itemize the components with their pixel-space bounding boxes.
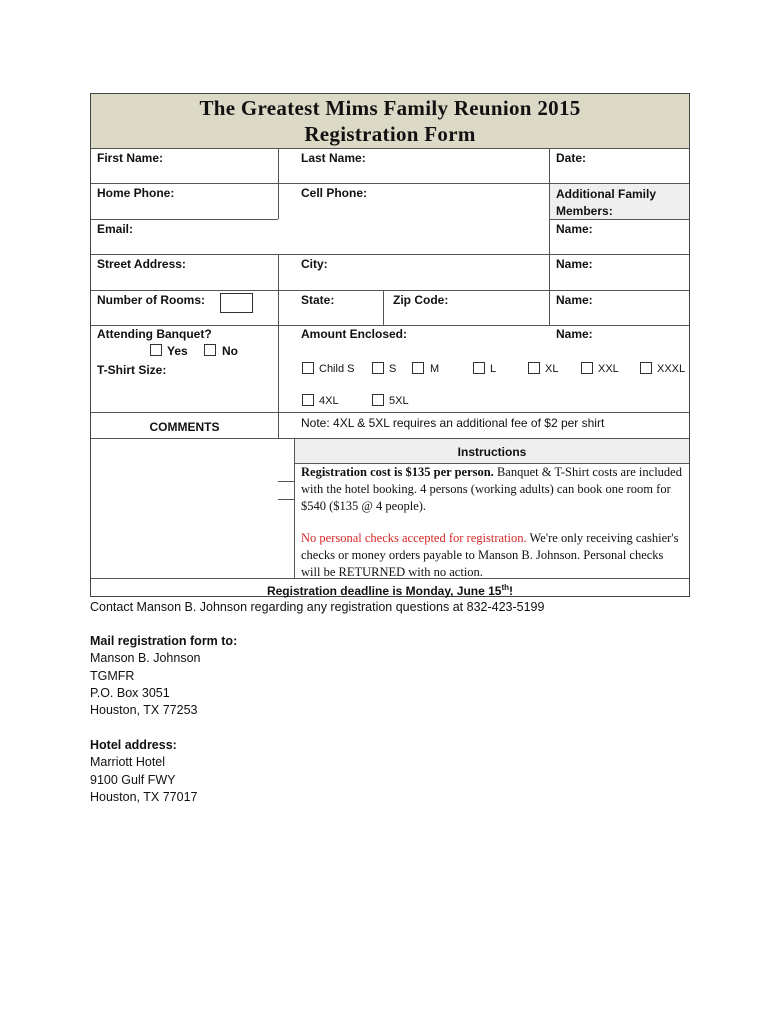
tshirt-5xl-label: 5XL <box>389 395 409 407</box>
additional-family-label: Additional Family Members: <box>556 187 657 218</box>
payment-policy-details: We're only receiving cashier's checks or money orders payable to Manson B. Johnson. Personal checks will be RETURNED with no action. <box>301 531 679 579</box>
first-name-label: First Name: <box>97 151 164 165</box>
tshirt-xl-label: XL <box>545 363 559 375</box>
registration-cost-details: Banquet & T-Shirt costs are included with the hotel booking. 4 persons (working adults) can book one room for $540 ($135 @ 4 people). <box>301 465 682 513</box>
tshirt-xxl-label: XXL <box>598 363 619 375</box>
tshirt-child-s-label: Child S <box>319 363 355 375</box>
number-of-rooms-label: Number of Rooms: <box>97 293 205 307</box>
divider <box>278 499 294 500</box>
divider <box>91 412 689 413</box>
tshirt-5xl-checkbox[interactable] <box>372 394 384 406</box>
last-name-label: Last Name: <box>301 151 366 165</box>
comments-label: COMMENTS <box>149 420 220 434</box>
banquet-no-label: No <box>222 344 238 358</box>
hotel-line-3: Houston, TX 77017 <box>90 789 198 804</box>
tshirt-4xl-label: 4XL <box>319 395 339 407</box>
divider <box>278 148 279 219</box>
deadline-superscript: th <box>501 583 510 592</box>
date-label: Date: <box>556 151 587 165</box>
banquet-yes-checkbox[interactable] <box>150 344 162 356</box>
email-label: Email: <box>97 222 134 236</box>
number-of-rooms-box[interactable] <box>220 293 253 313</box>
city-label: City: <box>301 257 328 271</box>
name-label-3: Name: <box>556 293 593 307</box>
divider <box>278 481 294 482</box>
mail-line-1: Manson B. Johnson <box>90 651 201 666</box>
contact-line: Contact Manson B. Johnson regarding any registration questions at 832-423-5199 <box>90 600 545 614</box>
hotel-section <box>90 737 197 806</box>
deadline-end: ! <box>509 584 514 598</box>
tshirt-4xl-checkbox[interactable] <box>302 394 314 406</box>
mail-line-3: P.O. Box 3051 <box>90 685 170 700</box>
divider <box>91 219 278 220</box>
tshirt-m-label: M <box>430 363 440 375</box>
divider <box>278 254 279 438</box>
no-personal-checks-warning: No personal checks accepted for registration. <box>301 531 527 545</box>
hotel-heading: Hotel address: <box>90 738 177 752</box>
hotel-line-2: 9100 Gulf FWY <box>90 772 176 787</box>
mail-section <box>90 633 237 719</box>
registration-cost-bold: Registration cost is $135 per person. <box>301 465 494 479</box>
divider <box>91 325 689 326</box>
street-address-label: Street Address: <box>97 257 186 271</box>
name-label-4: Name: <box>556 327 593 341</box>
divider <box>549 148 550 325</box>
form-subtitle: Registration Form <box>304 122 476 146</box>
mail-line-2: TGMFR <box>90 668 135 683</box>
deadline-text: Registration deadline is Monday, June 15 <box>266 584 502 598</box>
payment-policy-text <box>301 530 683 581</box>
form-title: The Greatest Mims Family Reunion 2015 <box>199 96 581 120</box>
tshirt-xl-checkbox[interactable] <box>528 362 540 374</box>
instructions-heading: Instructions <box>457 445 527 459</box>
registration-deadline <box>91 580 689 599</box>
divider <box>91 148 689 149</box>
tshirt-child-s-checkbox[interactable] <box>302 362 314 374</box>
tshirt-xxxl-label: XXXL <box>657 363 686 375</box>
cell-phone-label: Cell Phone: <box>301 186 368 200</box>
banquet-no-checkbox[interactable] <box>204 344 216 356</box>
hotel-line-1: Marriott Hotel <box>90 755 166 770</box>
banquet-yes-label: Yes <box>167 344 188 358</box>
divider <box>383 290 384 325</box>
name-label-2: Name: <box>556 257 593 271</box>
name-label-1: Name: <box>556 222 593 236</box>
tshirt-size-label: T-Shirt Size: <box>97 363 167 377</box>
mail-heading: Mail registration form to: <box>90 634 238 648</box>
shirt-fee-note: Note: 4XL & 5XL requires an additional fee of $2 per shirt <box>301 416 605 430</box>
tshirt-xxl-checkbox[interactable] <box>581 362 593 374</box>
comments-field[interactable] <box>92 439 278 577</box>
home-phone-label: Home Phone: <box>97 186 175 200</box>
amount-enclosed-label: Amount Enclosed: <box>301 327 408 341</box>
zip-code-label: Zip Code: <box>393 293 449 307</box>
tshirt-s-checkbox[interactable] <box>372 362 384 374</box>
divider <box>91 254 689 255</box>
registration-cost-text <box>301 464 683 515</box>
attending-banquet-label: Attending Banquet? <box>97 327 212 341</box>
tshirt-s-label: S <box>389 363 397 375</box>
tshirt-l-checkbox[interactable] <box>473 362 485 374</box>
tshirt-m-checkbox[interactable] <box>412 362 424 374</box>
tshirt-l-label: L <box>490 363 497 375</box>
mail-line-4: Houston, TX 77253 <box>90 703 198 718</box>
tshirt-xxxl-checkbox[interactable] <box>640 362 652 374</box>
state-label: State: <box>301 293 335 307</box>
divider <box>91 290 689 291</box>
